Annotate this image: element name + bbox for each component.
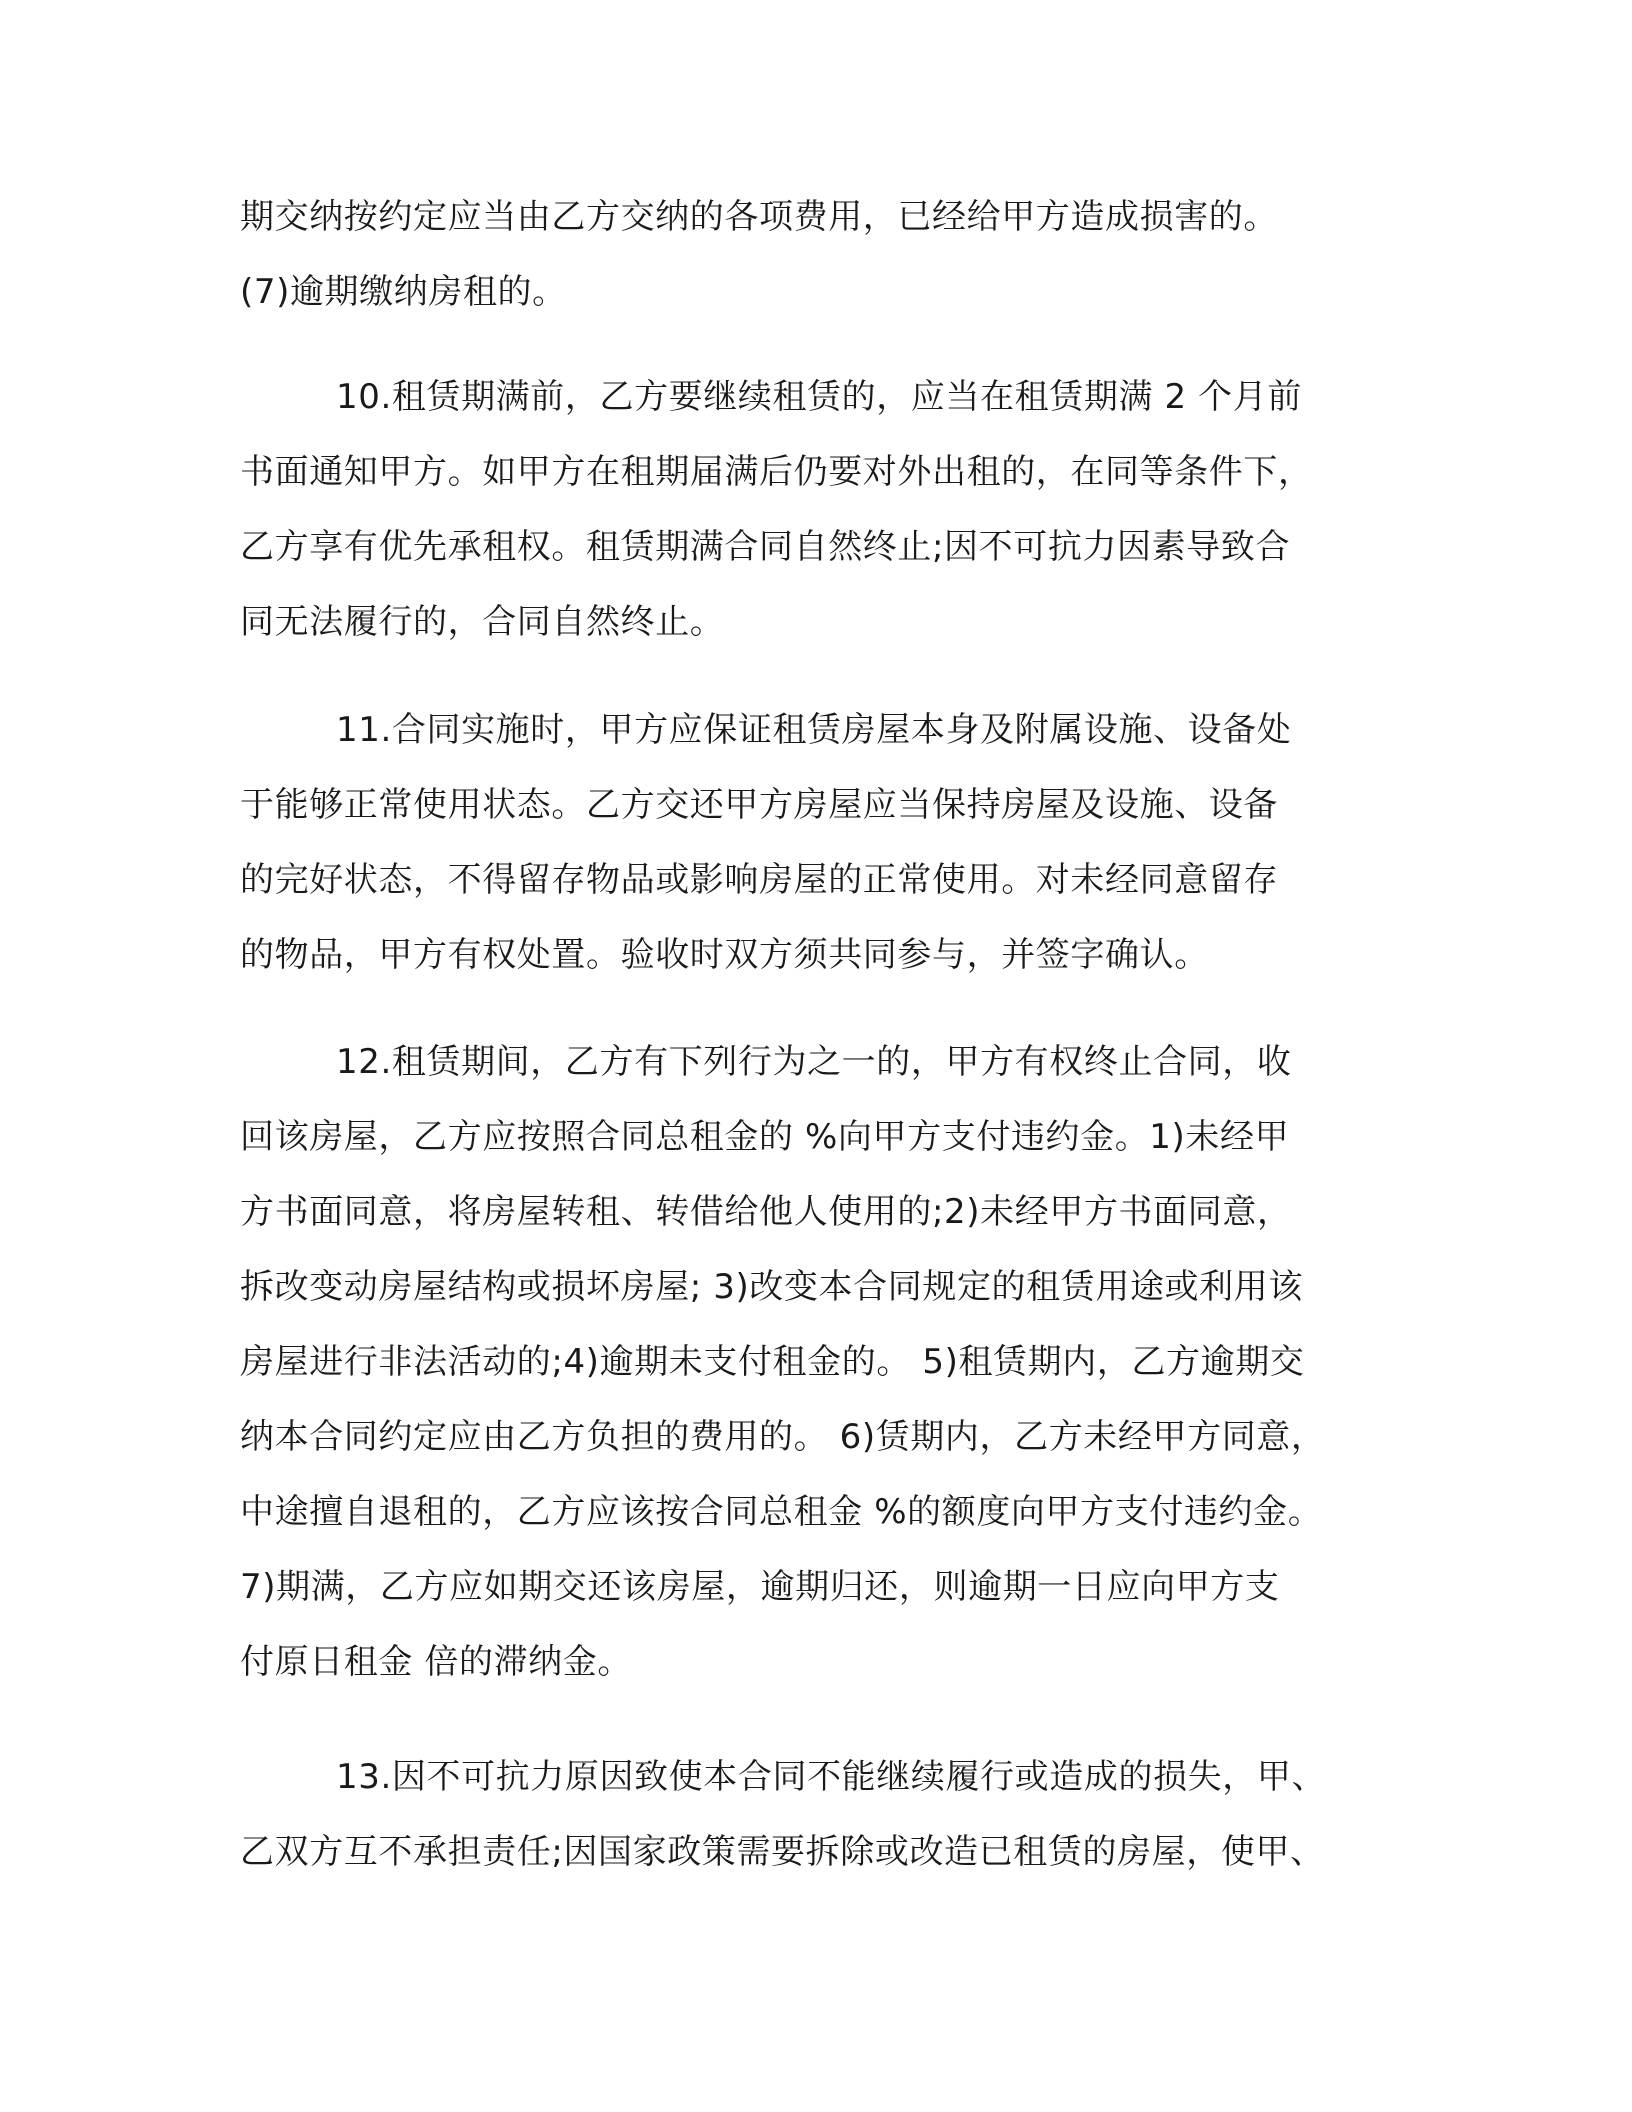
text-line: 期交纳按约定应当由乙方交纳的各项费用，已经给甲方造成损害的。 (240, 197, 1278, 237)
text-line: 乙双方互不承担责任;因国家政策需要拆除或改造已租赁的房屋，使甲、 (240, 1832, 1325, 1872)
text-line: 同无法履行的，合同自然终止。 (240, 602, 725, 642)
text-line: 的物品，甲方有权处置。验收时双方须共同参与，并签字确认。 (240, 935, 1209, 975)
text-line: 书面通知甲方。如甲方在租期届满后仍要对外出租的，在同等条件下， (240, 452, 1313, 492)
text-line: 付原日租金 倍的滞纳金。 (240, 1642, 633, 1682)
paragraph-11-line: 11.合同实施时，甲方应保证租赁房屋本身及附属设施、设备处 (336, 710, 1292, 750)
text-line: 拆改变动房屋结构或损坏房屋; 3)改变本合同规定的租赁用途或利用该 (240, 1267, 1303, 1307)
text-line: 乙方享有优先承租权。租赁期满合同自然终止;因不可抗力因素导致合 (240, 527, 1291, 567)
text-line: 纳本合同约定应由乙方负担的费用的。 6)赁期内，乙方未经甲方同意， (240, 1417, 1326, 1457)
text-line: 方书面同意，将房屋转租、转借给他人使用的;2)未经甲方书面同意， (240, 1192, 1292, 1232)
text-line: 于能够正常使用状态。乙方交还甲方房屋应当保持房屋及设施、设备 (240, 785, 1278, 825)
paragraph-13-line: 13.因不可抗力原因致使本合同不能继续履行或造成的损失，甲、 (336, 1757, 1327, 1797)
text-line: 中途擅自退租的，乙方应该按合同总租金 %的额度向甲方支付违约金。 (240, 1492, 1323, 1532)
text-line: 回该房屋，乙方应按照合同总租金的 %向甲方支付违约金。1)未经甲 (240, 1117, 1290, 1157)
text-line: 的完好状态，不得留存物品或影响房屋的正常使用。对未经同意留存 (240, 860, 1278, 900)
paragraph-10-line: 10.租赁期满前，乙方要继续租赁的，应当在租赁期满 2 个月前 (336, 377, 1302, 417)
text-line: 房屋进行非法活动的;4)逾期未支付租金的。 5)租赁期内，乙方逾期交 (240, 1342, 1305, 1382)
paragraph-12-line: 12.租赁期间，乙方有下列行为之一的，甲方有权终止合同，收 (336, 1042, 1292, 1082)
text-line: 7)期满，乙方应如期交还该房屋，逾期归还，则逾期一日应向甲方支 (240, 1567, 1280, 1607)
text-line: (7)逾期缴纳房租的。 (240, 272, 567, 312)
